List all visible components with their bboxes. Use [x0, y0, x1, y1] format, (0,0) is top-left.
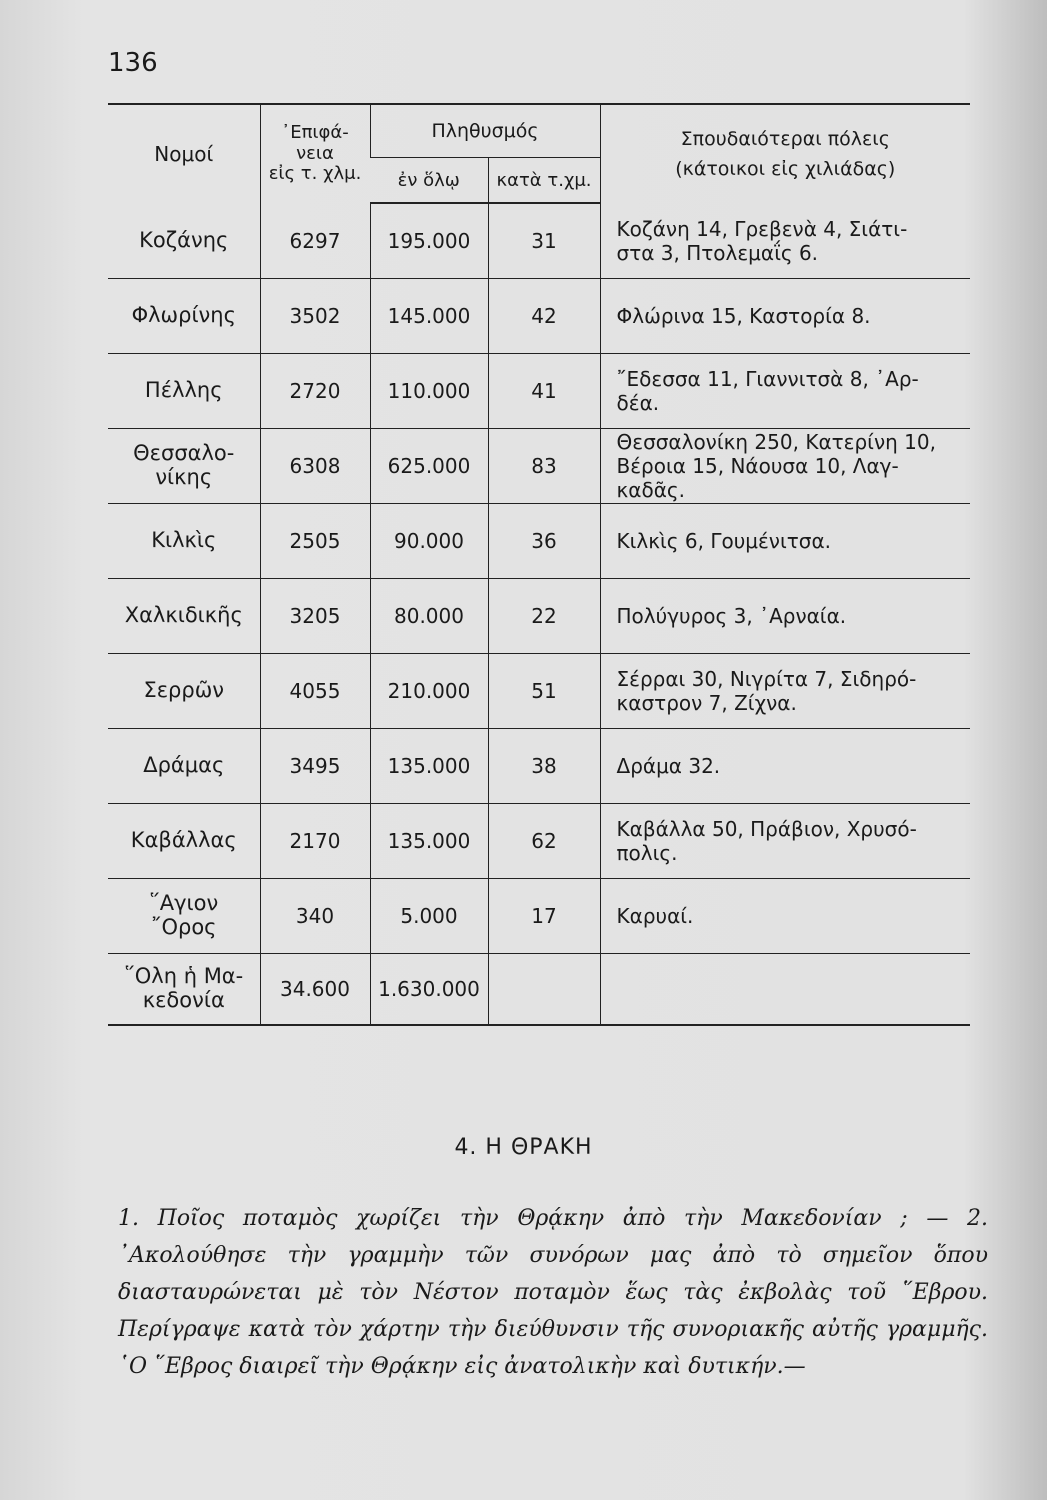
area-value: 340	[260, 879, 370, 954]
population-density	[488, 954, 600, 1026]
main-cities: Φλώρινα 15, Καστορία 8.	[600, 279, 970, 354]
table-row	[108, 279, 970, 354]
header-area: ᾿Επιφά- νεια εἰς τ. χλμ.	[260, 104, 370, 203]
prefecture-name: Κοζάνης	[108, 203, 260, 279]
prefecture-name: Φλωρίνης	[108, 279, 260, 354]
table-row	[108, 879, 970, 954]
population-total: 80.000	[370, 579, 488, 654]
population-density: 83	[488, 429, 600, 504]
main-cities: Κιλκὶς 6, Γουμένιτσα.	[600, 504, 970, 579]
main-cities: Καρυαί.	[600, 879, 970, 954]
population-total: 210.000	[370, 654, 488, 729]
table-row	[108, 654, 970, 729]
prefecture-name: ῞Ολη ἡ Μα- κεδονία	[108, 954, 260, 1026]
population-total: 195.000	[370, 203, 488, 279]
population-total: 145.000	[370, 279, 488, 354]
macedonia-prefectures-table	[108, 103, 970, 1026]
area-value: 3502	[260, 279, 370, 354]
area-value: 2505	[260, 504, 370, 579]
population-total: 1.630.000	[370, 954, 488, 1026]
area-value: 2720	[260, 354, 370, 429]
main-cities: Κοζάνη 14, Γρεβενὰ 4, Σιάτι- στα 3, Πτολεμαΐς 6.	[600, 203, 970, 279]
area-value: 34.600	[260, 954, 370, 1026]
area-value: 6308	[260, 429, 370, 504]
table-row	[108, 579, 970, 654]
prefecture-name: Θεσσαλο- νίκης	[108, 429, 260, 504]
table-row	[108, 504, 970, 579]
table-row	[108, 354, 970, 429]
population-density: 22	[488, 579, 600, 654]
population-total: 625.000	[370, 429, 488, 504]
population-density: 38	[488, 729, 600, 804]
population-density: 51	[488, 654, 600, 729]
questions-paragraph: 1. Ποῖος ποταμὸς χωρίζει τὴν Θρᾴκην ἀπὸ τὴν Μακεδονίαν ; — 2. ᾿Ακολούθησε τὴν γραμμὴν τῶν συνόρων μας ἀπὸ τὸ σημεῖον ὅπου διασταυρώνεται μὲ τὸν Νέστον ποταμὸν ἕως τὰς ἐκβολὰς τοῦ ῞Εβρου. Περίγραψε κατὰ τὸν χάρτην τὴν διεύθυνσιν τῆς συνοριακῆς αὐτῆς γραμμῆς. ῾Ο ῞Εβρος διαιρεῖ τὴν Θρᾴκην εἰς ἀνατολικὴν καὶ δυτικήν.—	[118, 1206, 988, 1379]
table-row	[108, 729, 970, 804]
population-total: 5.000	[370, 879, 488, 954]
header-pop-density: κατὰ τ.χμ.	[488, 158, 600, 204]
area-value: 6297	[260, 203, 370, 279]
prefecture-name: Χαλκιδικῆς	[108, 579, 260, 654]
area-value: 3205	[260, 579, 370, 654]
population-total: 135.000	[370, 729, 488, 804]
main-cities: Καβάλλα 50, Πράβιον, Χρυσό- πολις.	[600, 804, 970, 879]
page-number: 136	[108, 48, 158, 78]
population-total: 90.000	[370, 504, 488, 579]
population-density: 17	[488, 879, 600, 954]
main-cities: Δράμα 32.	[600, 729, 970, 804]
header-pop-total: ἐν ὅλῳ	[370, 158, 488, 204]
population-total: 110.000	[370, 354, 488, 429]
header-cities: Σπουδαιότεραι πόλεις (κάτοικοι εἰς χιλιάδας)	[600, 104, 970, 203]
table-row-total	[108, 954, 970, 1026]
header-prefecture: Νομοί	[108, 104, 260, 203]
prefecture-name: Καβάλλας	[108, 804, 260, 879]
prefecture-name: Δράμας	[108, 729, 260, 804]
header-population: Πληθυσμός	[370, 104, 600, 158]
main-cities	[600, 954, 970, 1026]
population-density: 42	[488, 279, 600, 354]
area-value: 2170	[260, 804, 370, 879]
prefecture-name: ῞Αγιον ῎Ορος	[108, 879, 260, 954]
main-cities: Θεσσαλονίκη 250, Κατερίνη 10, Βέροια 15, Νάουσα 10, Λαγ- καδᾶς.	[600, 429, 970, 504]
prefecture-name: Κιλκὶς	[108, 504, 260, 579]
area-value: 4055	[260, 654, 370, 729]
prefecture-name: Σερρῶν	[108, 654, 260, 729]
main-cities: Πολύγυρος 3, ᾿Αρναία.	[600, 579, 970, 654]
main-cities: Σέρραι 30, Νιγρίτα 7, Σιδηρό- καστρον 7, Ζίχνα.	[600, 654, 970, 729]
table-row	[108, 429, 970, 504]
population-density: 41	[488, 354, 600, 429]
population-density: 62	[488, 804, 600, 879]
table-row	[108, 804, 970, 879]
population-density: 31	[488, 203, 600, 279]
prefecture-name: Πέλλης	[108, 354, 260, 429]
table-row	[108, 203, 970, 279]
section-title: 4. Η ΘΡΑΚΗ	[454, 1135, 593, 1160]
population-total: 135.000	[370, 804, 488, 879]
area-value: 3495	[260, 729, 370, 804]
main-cities: ῎Εδεσσα 11, Γιαννιτσὰ 8, ᾿Αρ- δέα.	[600, 354, 970, 429]
population-density: 36	[488, 504, 600, 579]
